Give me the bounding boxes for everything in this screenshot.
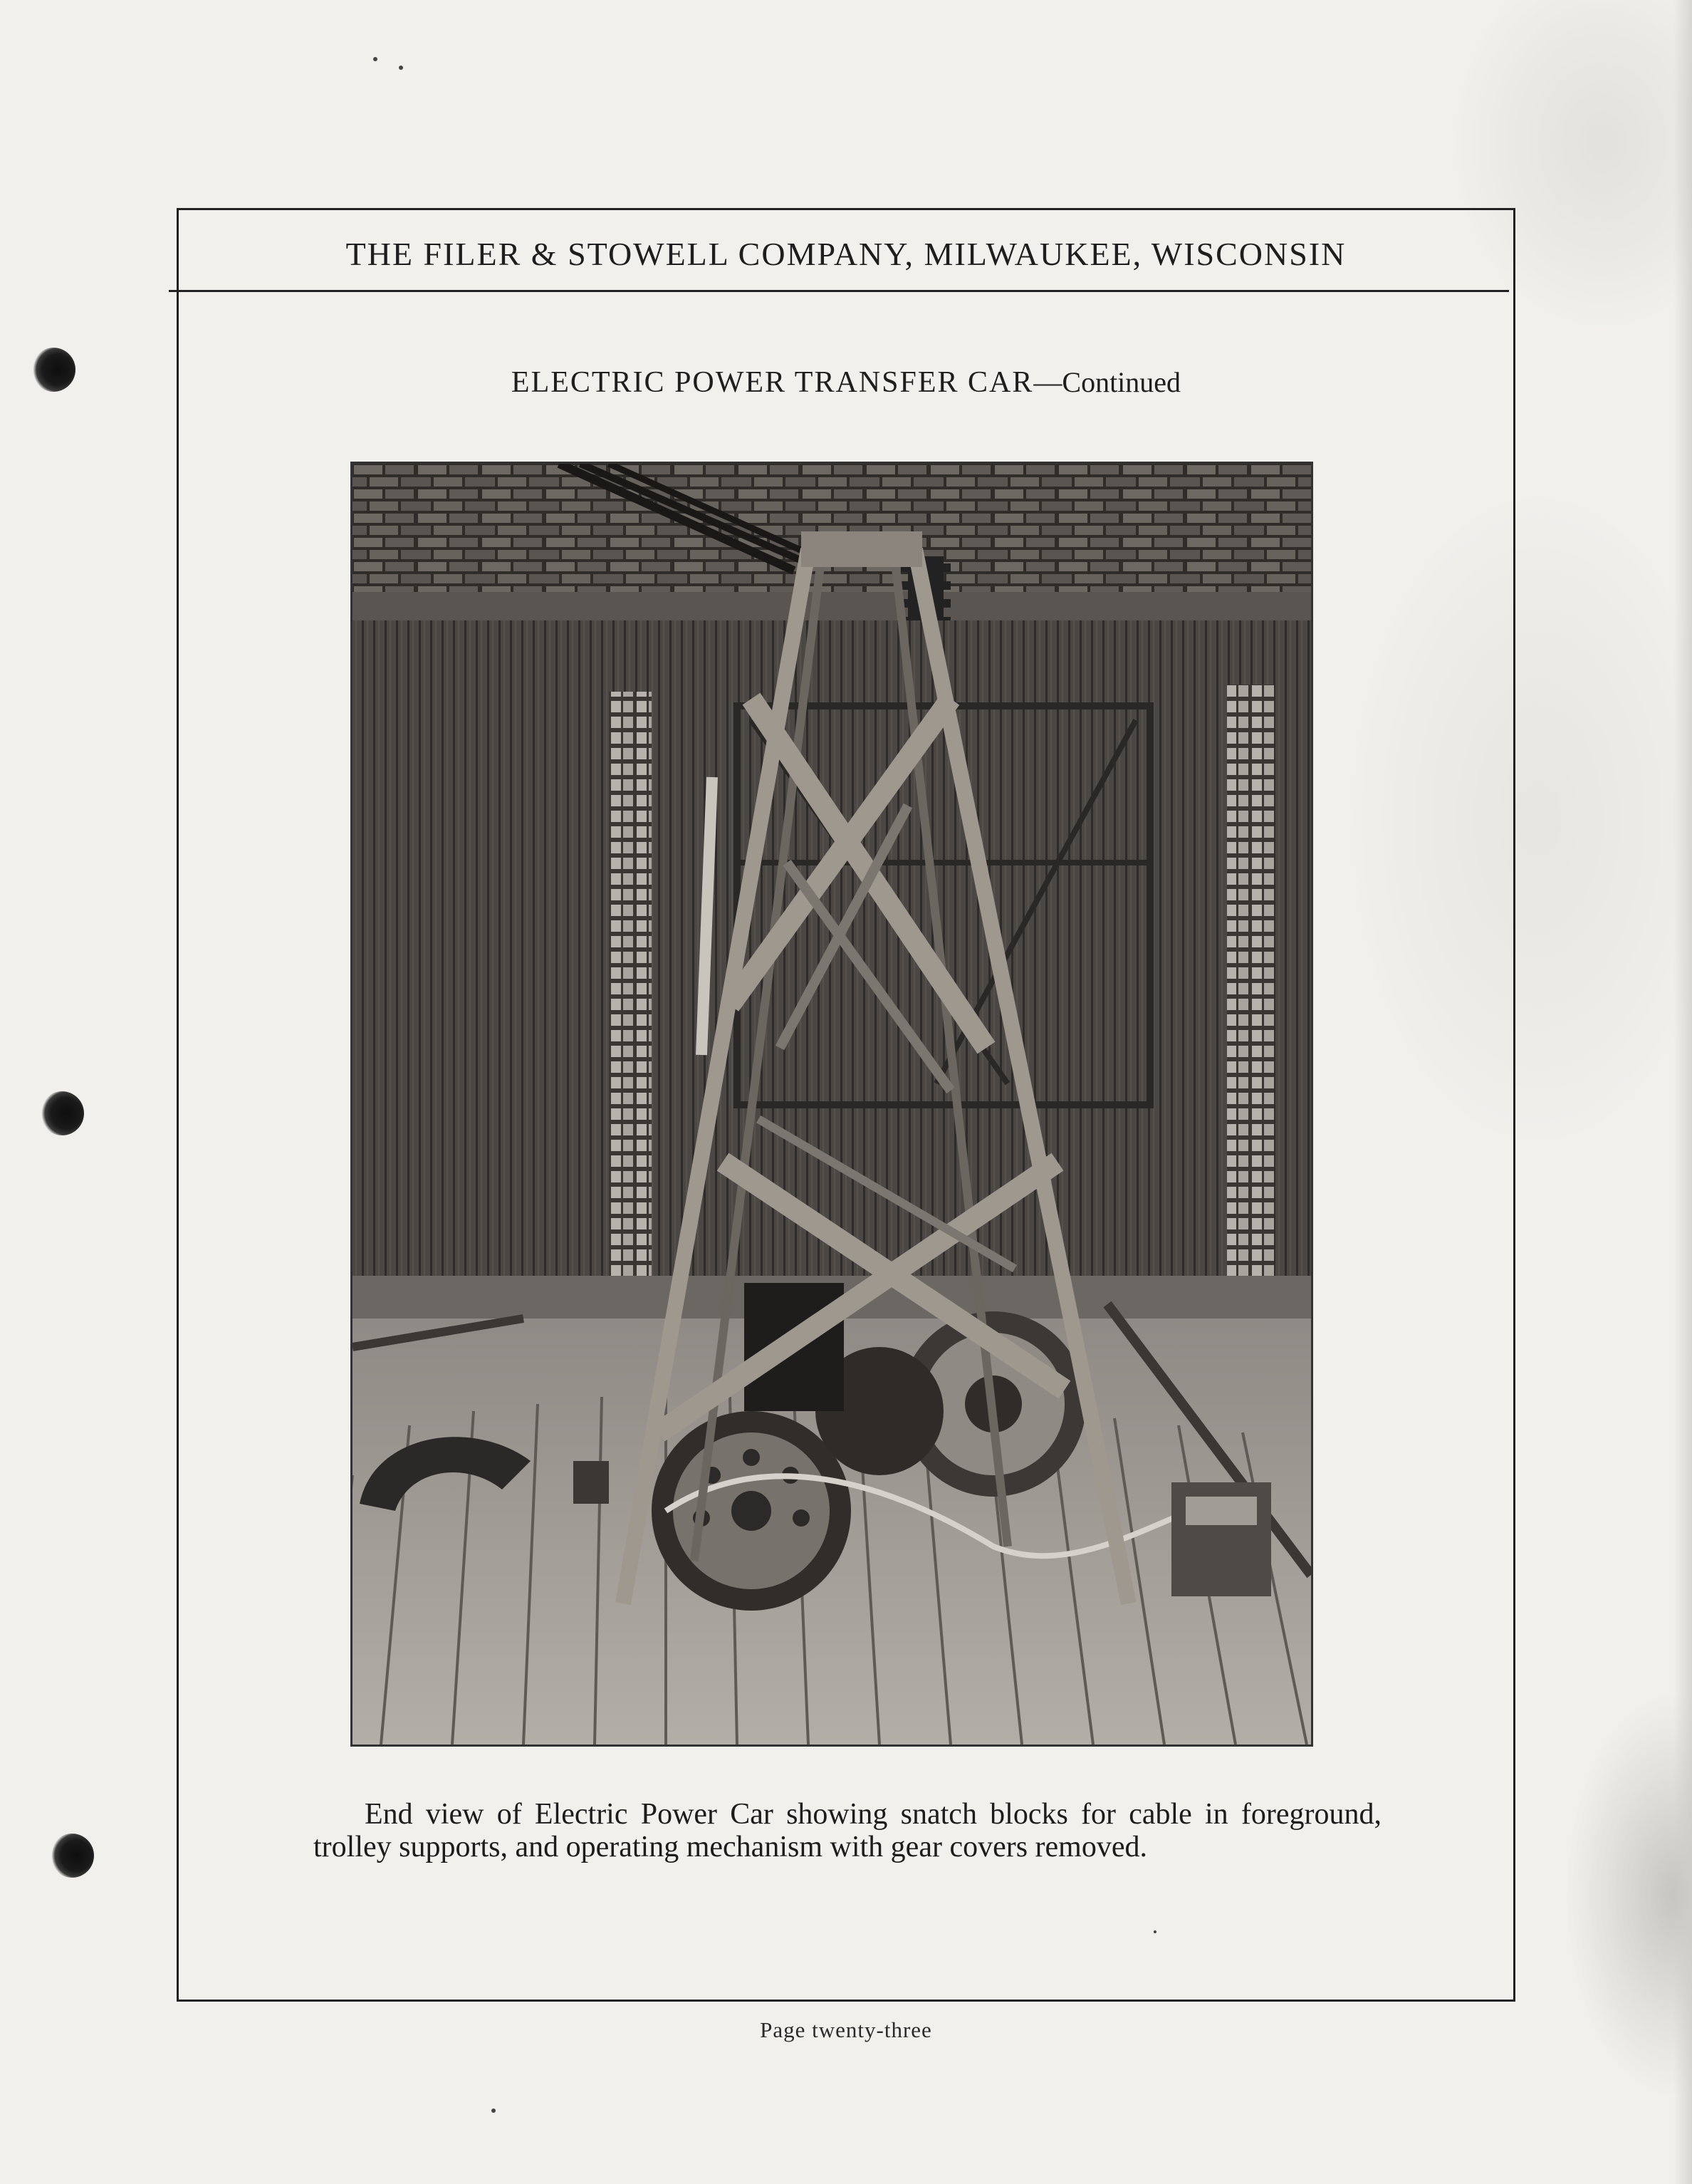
binder-hole [31, 348, 75, 392]
paper-speck [399, 66, 403, 70]
section-continued-label: —Continued [1033, 366, 1181, 398]
section-title [179, 365, 1513, 400]
power-car-photograph [350, 462, 1313, 1747]
binder-hole [40, 1091, 84, 1135]
paper-speck [373, 57, 377, 61]
paper-speck [491, 2108, 496, 2113]
caption-text: End view of Electric Power Car showing snatch blocks for cable in foreground, trolley supports, and operating mechanism with gear covers removed. [313, 1798, 1382, 1863]
photo-caption [313, 1798, 1382, 1863]
page-number: Page twenty-three [760, 2017, 932, 2042]
binder-hole [50, 1834, 94, 1878]
company-header: THE FILER & STOWELL COMPANY, MILWAUKEE, WISCONSIN [345, 236, 1347, 272]
photograph-illustration [352, 464, 1311, 1744]
section-title-text: ELECTRIC POWER TRANSFER CAR [511, 366, 1034, 399]
page-edge-shadow [1673, 0, 1692, 2184]
header-rule [169, 290, 1509, 292]
